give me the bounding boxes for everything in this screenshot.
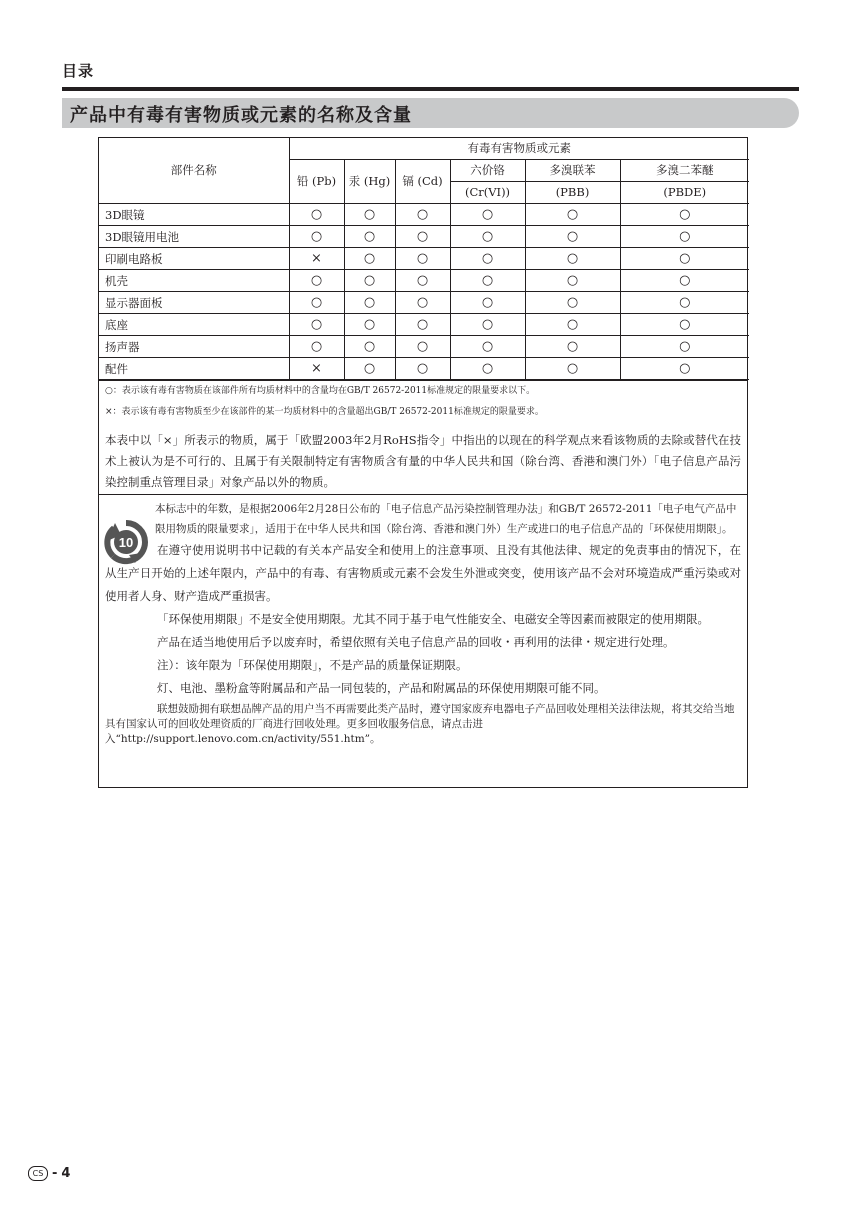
page-footer xyxy=(28,1166,70,1181)
value-cell: ○ xyxy=(450,226,525,248)
value-cell: ○ xyxy=(395,314,450,336)
part-name-cell: 3D眼镜用电池 xyxy=(99,226,289,248)
value-cell: ○ xyxy=(344,358,395,380)
toc-label: 目录 xyxy=(62,62,95,80)
col-header-pbb: 多溴联苯 xyxy=(525,160,620,182)
value-cell: ○ xyxy=(289,336,344,358)
value-cell: ○ xyxy=(525,336,620,358)
value-cell: ○ xyxy=(450,314,525,336)
value-cell: ○ xyxy=(525,248,620,270)
value-cell: ○ xyxy=(344,204,395,226)
value-cell: ○ xyxy=(289,204,344,226)
page-number: 4 xyxy=(61,1166,71,1181)
substance-group-header: 有毒有害物质或元素 xyxy=(289,138,749,160)
value-cell: ○ xyxy=(344,336,395,358)
hazardous-substances-box xyxy=(98,137,748,788)
value-cell: ○ xyxy=(344,270,395,292)
part-name-cell: 3D眼镜 xyxy=(99,204,289,226)
col-subheader-pbde: (PBDE) xyxy=(620,182,749,204)
value-cell: ○ xyxy=(620,292,749,314)
footer-dash: - xyxy=(52,1166,58,1181)
value-cell: ○ xyxy=(525,358,620,380)
value-cell: ○ xyxy=(525,292,620,314)
note-circle-legend: ○：表示该有毒有害物质在该部件所有均质材料中的含量均在GB/T 26572-2011标准规定的限量要求以下。 xyxy=(99,380,747,402)
value-cell: ○ xyxy=(450,204,525,226)
col-header-pb: 铅 (Pb) xyxy=(289,160,344,204)
value-cell: × xyxy=(289,358,344,380)
table-row xyxy=(99,226,749,248)
part-name-cell: 扬声器 xyxy=(99,336,289,358)
value-cell: ○ xyxy=(525,270,620,292)
col-header-cr6: 六价铬 xyxy=(450,160,525,182)
epup-10-year-logo-icon xyxy=(103,519,149,565)
value-cell: ○ xyxy=(450,336,525,358)
part-name-cell: 底座 xyxy=(99,314,289,336)
section-title-bar xyxy=(62,98,799,128)
col-header-cd: 镉 (Cd) xyxy=(395,160,450,204)
value-cell: ○ xyxy=(344,314,395,336)
header-rule xyxy=(62,87,799,91)
body-paragraph-5: 灯、电池、墨粉盒等附属品和产品一同包装的，产品和附属品的环保使用期限可能不同。 xyxy=(157,681,606,695)
epup-logo-number: 10 xyxy=(118,535,134,550)
recycling-paragraph: 联想鼓励拥有联想品牌产品的用户当不再需要此类产品时，遵守国家废弃电器电子产品回收处理相关法律法规，将其交给当地具有国家认可的回收处理资质的厂商进行回收处理。更多回收服务信息，请点击进入“http://support.lenovo.com.cn/activity/551.htm”。 xyxy=(105,703,735,745)
body-paragraph-4: 注）：该年限为「环保使用期限」，不是产品的质量保证期限。 xyxy=(157,658,468,672)
col-subheader-pbb: (PBB) xyxy=(525,182,620,204)
part-name-cell: 配件 xyxy=(99,358,289,380)
epup-logo-text: 本标志中的年数，是根据2006年2月28日公布的「电子信息产品污染控制管理办法」和GB/T 26572-2011「电子电气产品中限用物质的限量要求」，适用于在中华人民共和国（除台湾、香港和澳门外）生产或进口的电子信息产品的「环保使用期限」。 xyxy=(155,503,737,535)
part-name-cell: 印刷电路板 xyxy=(99,248,289,270)
part-name-cell: 机壳 xyxy=(99,270,289,292)
value-cell: ○ xyxy=(395,292,450,314)
table-row xyxy=(99,248,749,270)
value-cell: ○ xyxy=(395,204,450,226)
value-cell: ○ xyxy=(450,248,525,270)
value-cell: ○ xyxy=(395,358,450,380)
value-cell: ○ xyxy=(289,314,344,336)
value-cell: ○ xyxy=(620,314,749,336)
value-cell: ○ xyxy=(395,336,450,358)
table-row xyxy=(99,336,749,358)
substances-table xyxy=(99,138,749,380)
value-cell: ○ xyxy=(525,204,620,226)
value-cell: ○ xyxy=(620,270,749,292)
value-cell: ○ xyxy=(450,270,525,292)
col-header-hg: 汞 (Hg) xyxy=(344,160,395,204)
value-cell: ○ xyxy=(620,204,749,226)
body-paragraph-3: 产品在适当地使用后予以废弃时，希望依照有关电子信息产品的回收・再利用的法律・规定进行处理。 xyxy=(157,635,675,649)
table-row xyxy=(99,314,749,336)
col-subheader-cr6: (Cr(VI)) xyxy=(450,182,525,204)
table-row xyxy=(99,358,749,380)
value-cell: ○ xyxy=(344,248,395,270)
table-row xyxy=(99,292,749,314)
section-title: 产品中有毒有害物质或元素的名称及含量 xyxy=(70,105,412,126)
value-cell: ○ xyxy=(525,226,620,248)
table-row xyxy=(99,270,749,292)
value-cell: ○ xyxy=(450,292,525,314)
value-cell: ○ xyxy=(395,270,450,292)
table-row xyxy=(99,204,749,226)
body-paragraph-1: 在遵守使用说明书中记载的有关本产品安全和使用上的注意事项、且没有其他法律、规定的免责事由的情况下，在从生产日开始的上述年限内，产品中的有毒、有害物质或元素不会发生外泄或突变，使用该产品不会对环境造成严重污染或对使用者人身、财产造成严重损害。 xyxy=(105,543,741,603)
value-cell: ○ xyxy=(525,314,620,336)
value-cell: ○ xyxy=(620,248,749,270)
value-cell: ○ xyxy=(620,226,749,248)
value-cell: ○ xyxy=(289,292,344,314)
value-cell: ○ xyxy=(344,292,395,314)
part-name-cell: 显示器面板 xyxy=(99,292,289,314)
value-cell: ○ xyxy=(289,226,344,248)
value-cell: × xyxy=(289,248,344,270)
value-cell: ○ xyxy=(289,270,344,292)
value-cell: ○ xyxy=(395,248,450,270)
value-cell: ○ xyxy=(620,336,749,358)
value-cell: ○ xyxy=(395,226,450,248)
note-cross-legend: ×：表示该有毒有害物质至少在该部件的某一均质材料中的含量超出GB/T 26572-2011标准规定的限量要求。 xyxy=(105,407,544,417)
value-cell: ○ xyxy=(344,226,395,248)
value-cell: ○ xyxy=(620,358,749,380)
epup-logo-section xyxy=(99,495,747,550)
rohs-paragraph: 本表中以「×」所表示的物质，属于「欧盟2003年2月RoHS指令」中指出的以现在的科学观点来看该物质的去除或替代在技术上被认为是不可行的、且属于有关限制特定有害物质含有量的中华人民共和国（除台湾、香港和澳门外）「电子信息产品污染控制重点管理目录」对象产品以外的物质。 xyxy=(99,430,747,495)
col-header-pbde: 多溴二苯醚 xyxy=(620,160,749,182)
language-badge: CS xyxy=(28,1166,48,1181)
part-name-header: 部件名称 xyxy=(99,138,289,204)
body-paragraph-2: 「环保使用期限」不是安全使用期限。尤其不同于基于电气性能安全、电磁安全等因素而被限定的使用期限。 xyxy=(157,612,709,626)
value-cell: ○ xyxy=(450,358,525,380)
